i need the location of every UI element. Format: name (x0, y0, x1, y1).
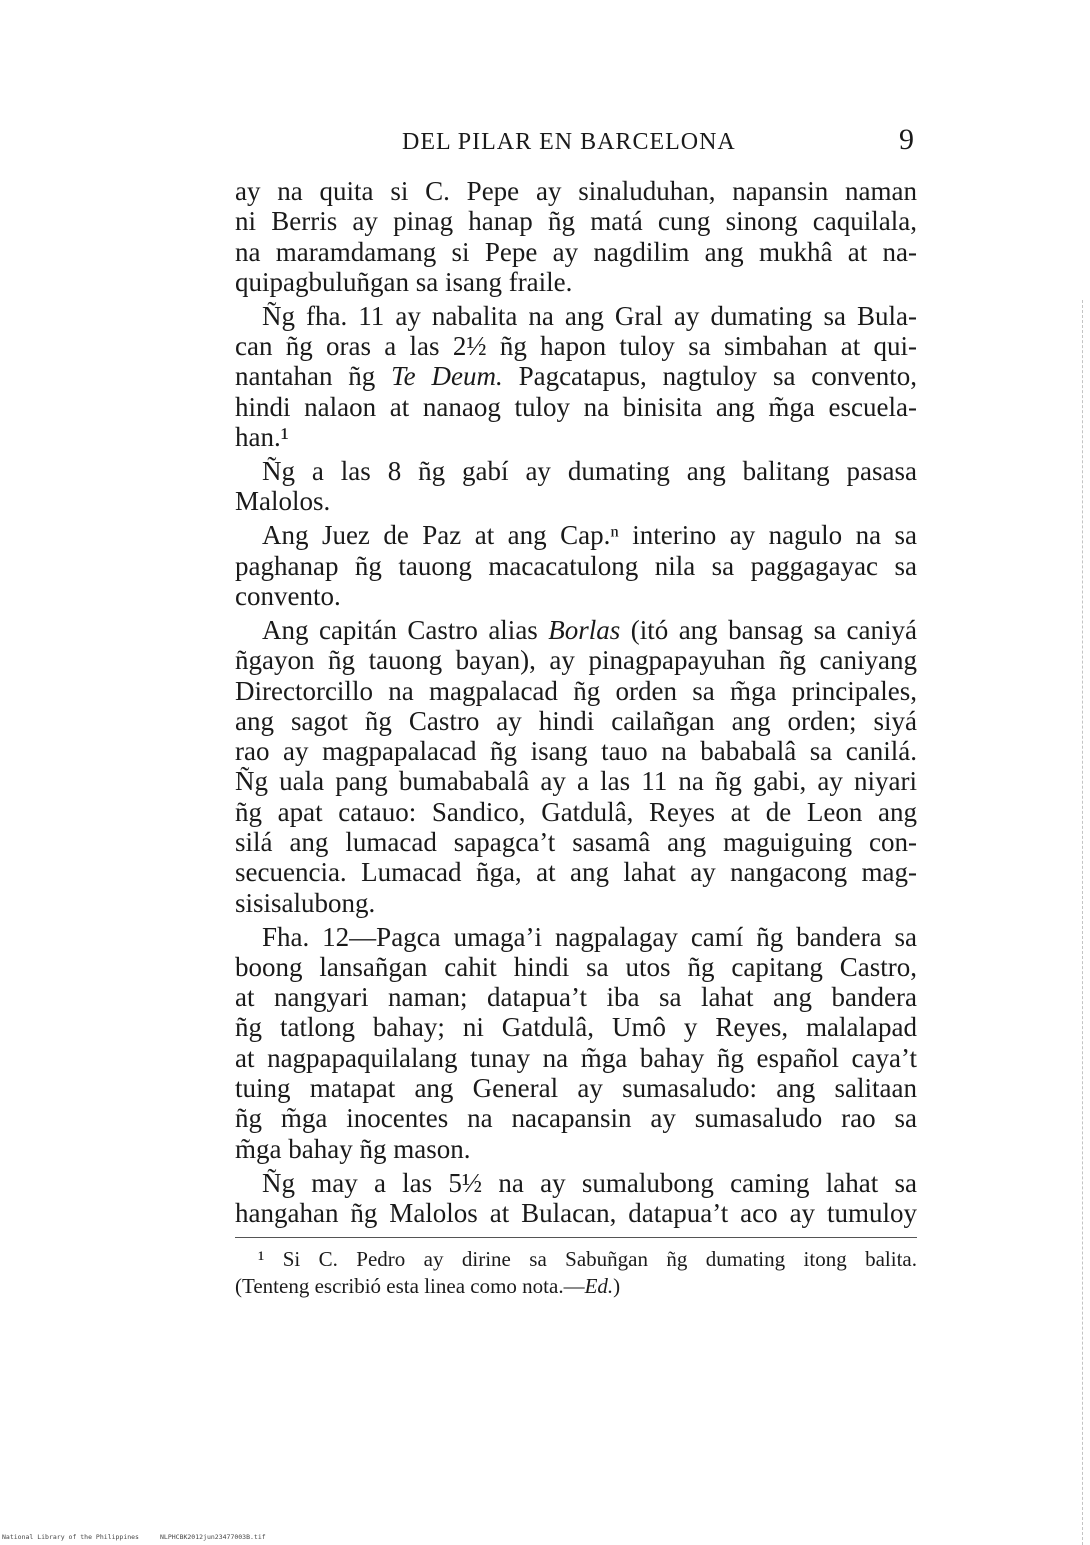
text-line: at nagpapaquilalang tunay na m̃ga bahay ñg español caya’t (235, 1042, 917, 1073)
text-line (235, 615, 917, 645)
text-segment: (Tenteng escribió esta linea como nota.— (235, 1274, 585, 1298)
scan-credit-file: NLPHCBK2012jun23477003B.tif (160, 1533, 266, 1541)
text-line (235, 1273, 917, 1300)
text-line: ñgayon ñg tauong bayan), ay pinagpapayuhan ñg caniyang (235, 645, 917, 676)
paragraph (235, 520, 917, 611)
text-line: tuing matapat ang General ay sumasaludo: ang salitaan (235, 1073, 917, 1104)
paragraph (235, 615, 917, 918)
text-line: m̃ga bahay ñg mason. (235, 1133, 471, 1164)
body-text (235, 176, 917, 1228)
text-line: rao ay magpapalacad ñg isang tauo na bababalâ sa canilá. (235, 736, 917, 767)
text-line: Malolos. (235, 486, 331, 517)
footnotes (235, 1246, 917, 1300)
text-line: at nangyari naman; datapua’t iba sa lahat ang bandera (235, 982, 917, 1013)
text-line: Ñg fha. 11 ay nabalita na ang Gral ay dumating sa Bula- (262, 300, 917, 331)
text-line: na maramdamang si Pepe ay nagdilim ang mukhâ at na- (235, 236, 917, 267)
paragraph (235, 301, 917, 452)
text-segment: Pagcatapus, nagtuloy sa convento, (502, 361, 917, 392)
paragraph (235, 1168, 917, 1229)
text-line: Directorcillo na magpalacad ñg orden sa m̃ga principales, (235, 675, 917, 706)
text-line: hindi nalaon at nanaog tuloy na binisita ang m̃ga escuela- (235, 391, 917, 422)
scan-credit-library: National Library of the Philippines (2, 1533, 139, 1541)
text-line: Fha. 12—Pagca umaga’i nagpalagay camí ñg bandera sa (262, 921, 917, 952)
footnote-rule (235, 1237, 917, 1238)
text-line: convento. (235, 580, 341, 611)
text-segment: ) (613, 1274, 621, 1298)
italic-text: Ed. (584, 1274, 614, 1298)
paragraph (235, 456, 917, 517)
text-segment: nantahan ñg (235, 361, 392, 392)
text-line: sisisalubong. (235, 887, 376, 918)
text-line: ñg tatlong bahay; ni Gatdulâ, Umô y Reyes, malalapad (235, 1012, 917, 1043)
page-number: 9 (899, 123, 914, 156)
text-line: quipagbuluñgan sa isang fraile. (235, 266, 573, 297)
text-line: Ñg may a las 5½ na ay sumalubong caming lahat sa (262, 1167, 917, 1198)
text-line: ñg m̃ga inocentes na nacapansin ay sumasaludo rao sa (235, 1103, 917, 1134)
text-line: Ñg a las 8 ñg gabí ay dumating ang balitang pasasa (262, 456, 917, 487)
text-segment: Ang capitán Castro alias (262, 614, 549, 645)
text-line: hangahan ñg Malolos at Bulacan, datapua’t aco ay tumuloy (235, 1197, 917, 1228)
text-line: can ñg oras a las 2½ ñg hapon tuloy sa simbahan at qui- (235, 331, 917, 362)
text-line: ¹ Si C. Pedro ay dirine sa Sabuñgan ñg dumating itong balita. (258, 1247, 917, 1271)
text-line: secuencia. Lumacad ñga, at ang lahat ay nangacong mag- (235, 857, 917, 888)
paragraph (235, 922, 917, 1164)
text-line: ñg apat catauo: Sandico, Gatdulâ, Reyes at de Leon ang (235, 796, 917, 827)
text-line: Ang Juez de Paz at ang Cap.ⁿ interino ay nagulo na sa (262, 520, 917, 551)
text-line: ay na quita si C. Pepe ay sinaluduhan, napansin naman (235, 176, 917, 206)
text-line (235, 361, 917, 391)
scan-edge-mark (1082, 300, 1083, 1545)
text-line: boong lansañgan cahit hindi sa utos ñg capitang Castro, (235, 951, 917, 982)
text-line: silá ang lumacad sapagca’t sasamâ ang maguiguing con- (235, 826, 917, 857)
text-line: Ñg uala pang bumababalâ ay a las 11 na ñg gabi, ay niyari (235, 766, 917, 797)
text-segment: (itó ang bansag sa caniyá (620, 614, 917, 645)
italic-text: Borlas (548, 614, 621, 645)
text-line: ni Berris ay pinag hanap ñg matá cung sinong caquilala, (235, 206, 917, 237)
text-line: ang sagot ñg Castro ay hindi cailañgan ang orden; siyá (235, 705, 917, 736)
running-head: DEL PILAR EN BARCELONA (402, 129, 736, 155)
paragraph (235, 176, 917, 297)
text-line: paghanap ñg tauong macacatulong nila sa paggagayac sa (235, 550, 917, 581)
italic-text: Te Deum. (391, 361, 503, 392)
text-line: han.¹ (235, 422, 289, 453)
